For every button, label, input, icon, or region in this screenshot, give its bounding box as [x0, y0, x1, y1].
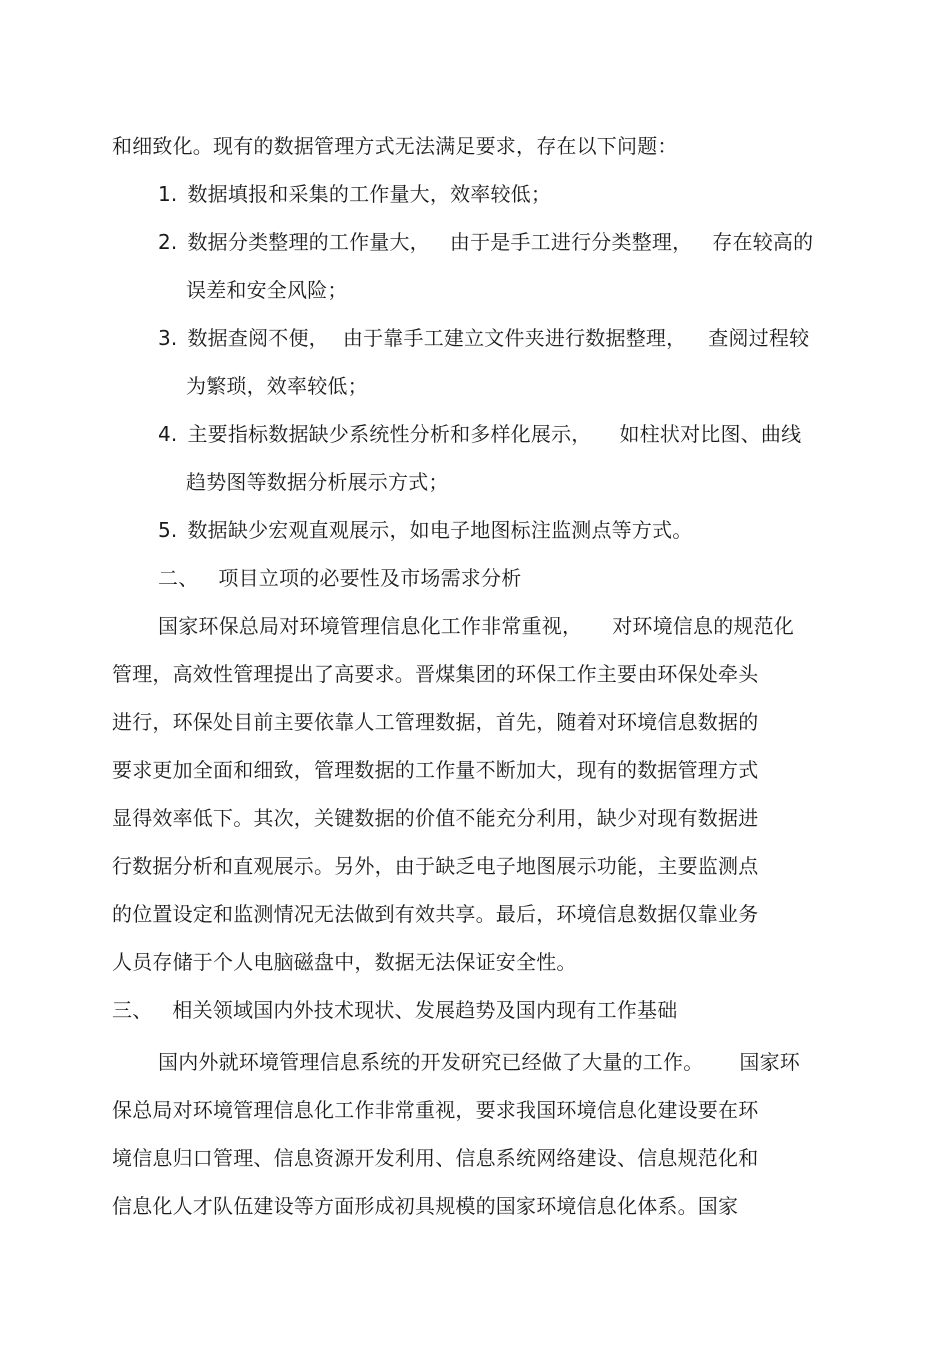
section-3-para-line: 信息化人才队伍建设等方面形成初具规模的国家环境信息化体系。国家: [112, 1194, 739, 1218]
section-2-para-line: 要求更加全面和细致，管理数据的工作量不断加大，现有的数据管理方式: [112, 758, 759, 782]
section-3-para-line: 保总局对环境管理信息化工作非常重视，要求我国环境信息化建设要在环: [112, 1098, 759, 1122]
section-2-para-line: 管理，高效性管理提出了高要求。晋煤集团的环保工作主要由环保处牵头: [112, 662, 759, 686]
problem-text: 数据填报和采集的工作量大，效率较低；: [187, 182, 552, 206]
section-2-para-line: 显得效率低下。其次，关键数据的价值不能充分利用，缺少对现有数据进: [112, 806, 759, 830]
section-2-heading: [158, 566, 521, 590]
problem-2-cont: 误差和安全风险；: [186, 278, 348, 302]
problem-text: 数据查阅不便，: [187, 326, 329, 350]
section-title: 项目立项的必要性及市场需求分析: [218, 566, 522, 590]
para-text: 国内外就环境管理信息系统的开发研究已经做了大量的工作。: [158, 1050, 704, 1074]
problem-text: 由于靠手工建立文件夹进行数据整理，: [342, 326, 687, 350]
problem-text: 由于是手工进行分类整理，: [449, 230, 693, 254]
problem-4: [158, 422, 801, 446]
problem-4-cont: 趋势图等数据分析展示方式；: [186, 470, 449, 494]
para-text: 国家环保总局对环境管理信息化工作非常重视，: [158, 614, 583, 638]
section-3-para-line: 境信息归口管理、信息资源开发利用、信息系统网络建设、信息规范化和: [112, 1146, 759, 1170]
problem-3: [158, 326, 809, 350]
problem-number: 4.: [158, 422, 178, 446]
problem-text: 如柱状对比图、曲线: [619, 422, 802, 446]
problem-3-cont: 为繁琐，效率较低；: [186, 374, 368, 398]
problem-2: [158, 230, 813, 254]
section-2-para-line: 进行，环保处目前主要依靠人工管理数据，首先，随着对环境信息数据的: [112, 710, 759, 734]
problem-number: 5.: [158, 518, 178, 542]
problem-number: 2.: [158, 230, 178, 254]
problem-text: 查阅过程较: [708, 326, 810, 350]
section-2-para-line: 行数据分析和直观展示。另外，由于缺乏电子地图展示功能，主要监测点: [112, 854, 759, 878]
intro-line: 和细致化。现有的数据管理方式无法满足要求，存在以下问题：: [112, 134, 678, 158]
problem-text: 数据分类整理的工作量大，: [187, 230, 430, 254]
problem-text: 数据缺少宏观直观展示，如电子地图标注监测点等方式。: [187, 518, 693, 542]
section-title: 相关领域国内外技术现状、发展趋势及国内现有工作基础: [172, 998, 678, 1022]
section-2-para-first-line: [158, 614, 794, 638]
problem-text: 主要指标数据缺少系统性分析和多样化展示，: [187, 422, 592, 446]
problem-number: 3.: [158, 326, 178, 350]
section-number: 三、: [112, 998, 153, 1022]
problem-text: 存在较高的: [712, 230, 814, 254]
problem-number: 1.: [158, 182, 178, 206]
para-text: 对环境信息的规范化: [612, 614, 795, 638]
section-number: 二、: [158, 566, 199, 590]
problem-1: [158, 182, 551, 206]
section-3-para-first-line: [158, 1050, 800, 1074]
section-2-para-line: 人员存储于个人电脑磁盘中，数据无法保证安全性。: [112, 950, 577, 974]
problem-5: [158, 518, 692, 542]
section-3-heading: [112, 998, 677, 1022]
section-2-para-line: 的位置设定和监测情况无法做到有效共享。最后，环境信息数据仅靠业务: [112, 902, 759, 926]
para-text: 国家环: [739, 1050, 801, 1074]
